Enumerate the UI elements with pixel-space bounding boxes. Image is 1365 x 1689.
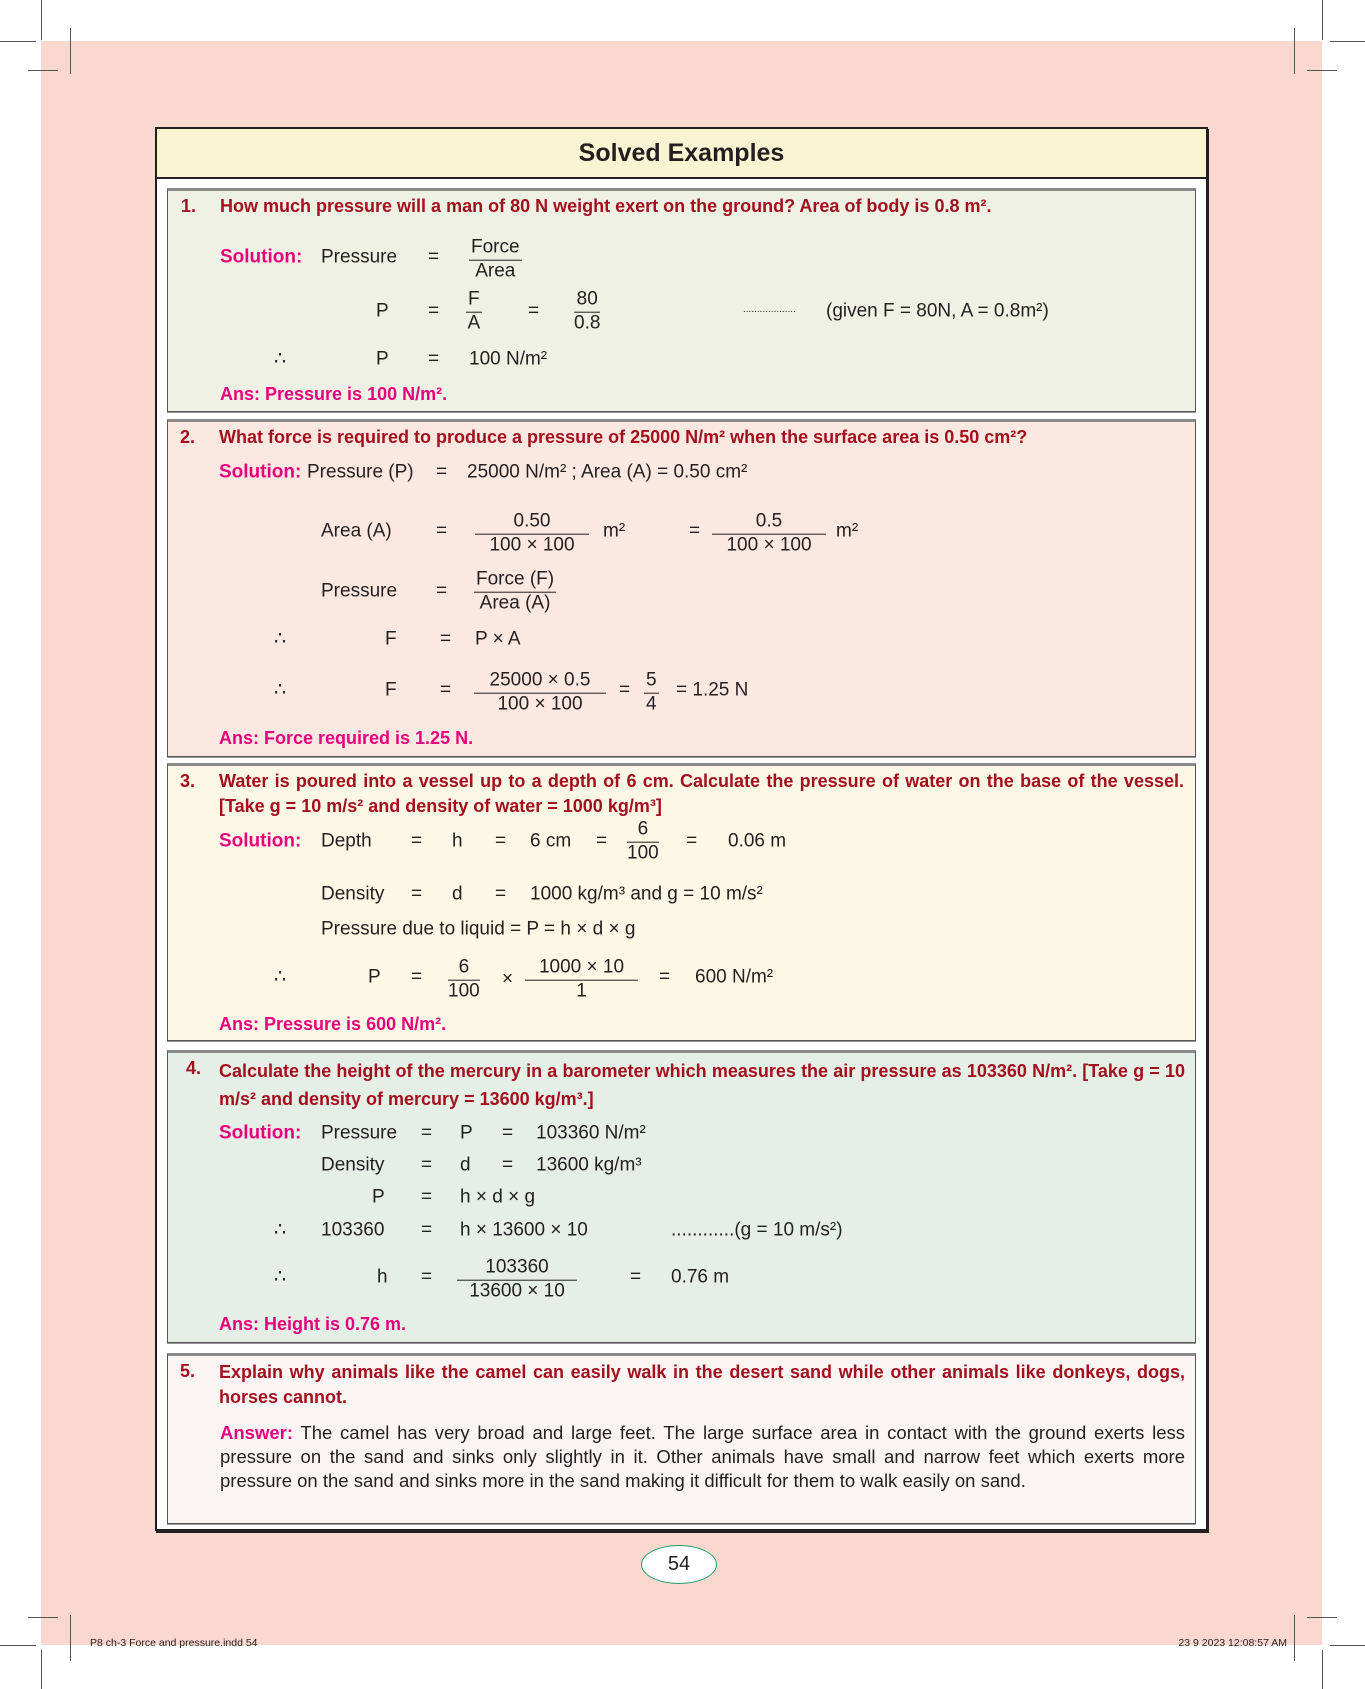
value: 6 cm: [530, 830, 572, 852]
numerator: 5: [644, 670, 659, 694]
question-number: 1.: [181, 196, 197, 216]
numerator: 25000 × 0.5: [474, 670, 606, 694]
fraction: [525, 957, 638, 1004]
equals: =: [421, 1266, 433, 1288]
value: 1000 kg/m³ and g = 10 m/s²: [530, 883, 763, 905]
equals: =: [689, 520, 701, 542]
term: d: [460, 1154, 471, 1176]
fraction: [457, 1257, 577, 1304]
therefore-symbol: ∴: [274, 1266, 287, 1288]
equals: =: [596, 830, 608, 852]
unit: m²: [603, 520, 626, 542]
equals: =: [411, 966, 423, 988]
crop-mark: [1330, 1645, 1365, 1646]
equals: =: [436, 461, 448, 483]
term: Density: [321, 1154, 385, 1176]
equals: =: [436, 520, 448, 542]
numerator: 0.50: [475, 511, 589, 535]
numerator: 80: [574, 289, 600, 313]
times: ×: [502, 968, 514, 990]
numerator: F: [466, 289, 482, 313]
fraction: [474, 670, 606, 717]
numerator: Force (F): [474, 569, 556, 593]
solution-label: Solution:: [220, 246, 303, 268]
crop-mark: [1322, 0, 1323, 40]
expression: h × 13600 × 10: [460, 1219, 588, 1241]
solution-label: Solution:: [219, 830, 302, 852]
term: Depth: [321, 830, 372, 852]
fraction: [574, 289, 600, 336]
solution-label: Solution:: [219, 1122, 302, 1144]
expression: P × A: [475, 628, 521, 650]
result: 0.76 m: [671, 1266, 730, 1288]
footer-file: P8 ch-3 Force and pressure.indd 54: [90, 1637, 258, 1649]
answer-paragraph: [220, 1421, 1185, 1493]
term: F: [385, 628, 397, 650]
crop-mark: [0, 1645, 36, 1646]
fraction: [469, 237, 522, 284]
equals: =: [421, 1219, 433, 1241]
page-number: 54: [641, 1545, 717, 1584]
therefore-symbol: ∴: [274, 628, 287, 650]
term: Area (A): [321, 520, 392, 542]
fraction: [712, 511, 826, 558]
equals: =: [502, 1122, 514, 1144]
fraction: [448, 957, 480, 1004]
answer-text: The camel has very broad and large feet. The large surface area in contact with the ground exerts less pressure on the sand and sinks only slightly in it. Other animals have small and narrow feet which exerts more pressure on the sand and sinks more in the sand making it difficult for them to walk easily on sand.: [220, 1422, 1185, 1491]
term: h: [452, 830, 463, 852]
footer-timestamp: 23 9 2023 12:08:57 AM: [1178, 1637, 1287, 1649]
equals: =: [436, 580, 448, 602]
section-title: Solved Examples: [155, 127, 1208, 179]
numerator: 6: [627, 819, 659, 843]
equals: =: [411, 830, 423, 852]
denominator: 4: [646, 693, 657, 715]
result: = 1.25 N: [676, 679, 749, 701]
unit: m²: [836, 520, 859, 542]
term: Pressure: [321, 580, 398, 602]
numerator: 6: [448, 957, 480, 981]
equals: =: [686, 830, 698, 852]
denominator: 13600 × 10: [469, 1280, 565, 1302]
question-number: 4.: [186, 1058, 202, 1078]
crop-mark: [1307, 1617, 1337, 1618]
crop-mark: [1330, 41, 1365, 42]
answer: Ans: Force required is 1.25 N.: [219, 728, 474, 749]
result: 0.06 m: [728, 830, 787, 852]
equals: =: [428, 300, 440, 322]
term: P: [376, 348, 389, 370]
equals: =: [428, 348, 440, 370]
equals: =: [659, 966, 671, 988]
equals: =: [440, 628, 452, 650]
question-number: 3.: [180, 771, 196, 791]
solution-label: Solution:: [219, 461, 302, 483]
question-text: How much pressure will a man of 80 N weight exert on the ground? Area of body is 0.8 m².: [220, 196, 992, 216]
leader-dots: ...................: [743, 304, 796, 315]
denominator: 100 × 100: [497, 693, 583, 715]
expression: h × d × g: [460, 1186, 536, 1208]
term: P: [376, 300, 389, 322]
fraction: [475, 511, 589, 558]
denominator: A: [467, 312, 481, 334]
question-text: Explain why animals like the camel can easily walk in the desert sand while other animals like donkeys, dogs, horses cannot.: [219, 1362, 1185, 1407]
denominator: 100: [448, 980, 480, 1002]
equals: =: [630, 1266, 642, 1288]
denominator: 0.8: [574, 312, 601, 334]
equals: =: [421, 1122, 433, 1144]
numerator: 103360: [457, 1257, 577, 1281]
numerator: 0.5: [712, 511, 826, 535]
numerator: 1000 × 10: [525, 957, 638, 981]
term: Pressure: [321, 1122, 398, 1144]
value: 103360 N/m²: [536, 1122, 646, 1144]
equals: =: [440, 679, 452, 701]
therefore-symbol: ∴: [274, 348, 287, 370]
crop-mark: [1294, 28, 1295, 74]
result: 100 N/m²: [469, 348, 548, 370]
equals: =: [428, 246, 440, 268]
term: P: [368, 966, 381, 988]
answer-label: Answer:: [220, 1422, 293, 1443]
denominator: 100 × 100: [726, 534, 812, 556]
crop-mark: [1322, 1650, 1323, 1689]
term: P: [372, 1186, 385, 1208]
denominator: Area (A): [479, 592, 551, 614]
therefore-symbol: ∴: [274, 679, 287, 701]
result: 600 N/m²: [695, 966, 774, 988]
question-number: 5.: [180, 1361, 196, 1381]
fraction: [466, 289, 482, 336]
crop-mark: [70, 28, 71, 74]
term: P: [460, 1122, 473, 1144]
crop-mark: [1294, 1615, 1295, 1661]
fraction: [474, 569, 556, 616]
equals: =: [421, 1154, 433, 1176]
question-text: Calculate the height of the mercury in a barometer which measures the air pressure as 103360 N/m². [Take g = 10 m/s² and density of mercury = 13600 kg/m³.]: [219, 1061, 1185, 1109]
term: F: [385, 679, 397, 701]
therefore-symbol: ∴: [274, 966, 287, 988]
equals: =: [411, 883, 423, 905]
term: h: [377, 1266, 388, 1288]
answer: Ans: Pressure is 100 N/m².: [220, 384, 448, 405]
fraction: [644, 670, 659, 717]
fraction: [627, 819, 659, 866]
term: Density: [321, 883, 385, 905]
equals: =: [495, 830, 507, 852]
value: 103360: [321, 1219, 385, 1241]
crop-mark: [41, 1650, 42, 1689]
given-note: (given F = 80N, A = 0.8m²): [826, 300, 1049, 322]
crop-mark: [28, 1617, 58, 1618]
given-values: 25000 N/m² ; Area (A) = 0.50 cm²: [467, 461, 748, 483]
question-number: 2.: [180, 427, 196, 447]
term: d: [452, 883, 463, 905]
answer: Ans: Height is 0.76 m.: [219, 1314, 407, 1335]
equals: =: [528, 300, 540, 322]
note: ............(g = 10 m/s²): [671, 1219, 843, 1241]
crop-mark: [70, 1615, 71, 1661]
term: Pressure: [321, 246, 398, 268]
equals: =: [421, 1186, 433, 1208]
question-text: Water is poured into a vessel up to a depth of 6 cm. Calculate the pressure of water on the base of the vessel. [Take g = 10 m/s² and density of water = 1000 kg/m³]: [219, 771, 1184, 816]
denominator: 1: [576, 980, 587, 1002]
equals: =: [502, 1154, 514, 1176]
term: Pressure (P): [307, 461, 414, 483]
denominator: Area: [475, 260, 516, 282]
crop-mark: [0, 41, 36, 42]
value: 13600 kg/m³: [536, 1154, 642, 1176]
therefore-symbol: ∴: [274, 1219, 287, 1241]
crop-mark: [1307, 70, 1337, 71]
formula: Pressure due to liquid = P = h × d × g: [321, 918, 636, 940]
crop-mark: [28, 70, 58, 71]
answer: Ans: Pressure is 600 N/m².: [219, 1014, 447, 1035]
numerator: Force: [469, 237, 522, 261]
equals: =: [619, 679, 631, 701]
question-text: What force is required to produce a pressure of 25000 N/m² when the surface area is 0.50 cm²?: [219, 427, 1028, 447]
denominator: 100 × 100: [489, 534, 575, 556]
equals: =: [495, 883, 507, 905]
crop-mark: [41, 0, 42, 40]
denominator: 100: [627, 842, 659, 864]
